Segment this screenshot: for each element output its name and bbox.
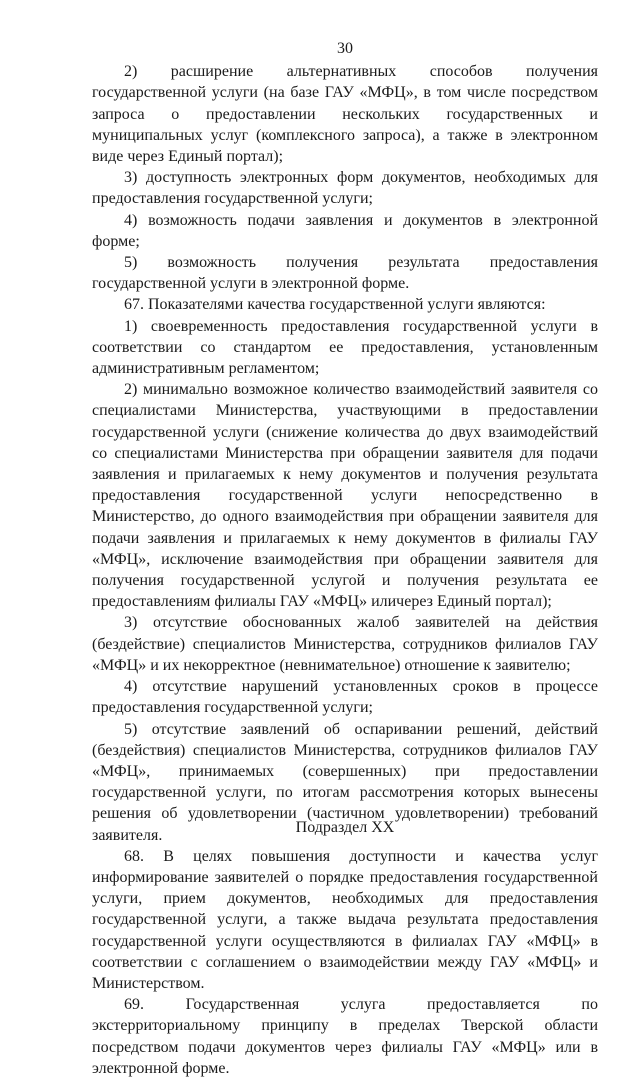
paragraph-item-2-alternative-methods: 2) расширение альтернативных способов получения государственной услуги (на базе ГАУ «МФЦ», в том числе посредством запроса о предоставлении нескольких государственных и муниципальных услуг (комплексного запроса), а также в электронном виде через Единый портал);	[92, 63, 598, 166]
paragraph-69: 69. Государственная услуга предоставляется по экстерриториальному принципу в пределах Тверской области посредством подачи документов через филиалы ГАУ «МФЦ» или в электронной форме.	[92, 996, 598, 1077]
paragraph-67-item-3: 3) отсутствие обоснованных жалоб заявителей на действия (бездействие) специалистов Министерства, сотрудников филиалов ГАУ «МФЦ» и их некорректное (невнимательное) отношение к заявителю;	[92, 614, 598, 674]
subsection-title: Подраздел XX	[295, 819, 395, 836]
paragraph-67-item-5: 5) отсутствие заявлений об оспаривании решений, действий (бездействия) специалистов Министерства, сотрудников филиалов ГАУ «МФЦ», принимаемых (совершенных) при предоставлении государственной услуги, по итогам рассмотрения которых вынесены решения об удовлетворении (частичном удовлетворении) требований заявителя.	[92, 720, 598, 844]
paragraph-item-5-electronic-result: 5) возможность получения результата предоставления государственной услуги в электронной форме.	[92, 254, 598, 293]
paragraph-item-4-electronic-submission: 4) возможность подачи заявления и документов в электронной форме;	[92, 211, 598, 250]
page-number: 30	[337, 40, 353, 57]
paragraph-67-item-1: 1) своевременность предоставления государственной услуги в соответствии со стандартом ее предоставления, установленным административным регламентом;	[92, 317, 598, 378]
paragraph-item-3-electronic-forms: 3) доступность электронных форм документов, необходимых для предоставления государственной услуги;	[92, 169, 598, 208]
paragraph-67-item-4: 4) отсутствие нарушений установленных сроков в процессе предоставления государственной услуги;	[92, 678, 598, 717]
document-page	[92, 38, 598, 1079]
paragraph-67-quality-indicators: 67. Показателями качества государственной услуги являются:	[124, 296, 546, 314]
paragraph-67-item-2: 2) минимально возможное количество взаимодействий заявителя со специалистами Министерства, участвующими в предоставлении государственной услуги (снижение количества до двух взаимодействий со специалистами Министерства при обращении заявителя для подачи заявления и прилагаемых к нему документов и получения результата предоставления государственной услуги непосредственно в Министерство, до одного взаимодействия при обращении заявителя для подачи заявления и прилагаемых к нему документов в филиалы ГАУ «МФЦ», исключение взаимодействия при обращении заявителя для получения государственной услугой и получения результата ее предоставлениям филиалы ГАУ «МФЦ» иличерез Единый портал);	[92, 381, 598, 611]
paragraph-68: 68. В целях повышения доступности и качества услуг информирование заявителей о порядке предоставления государственной услуги, прием документов, необходимых для предоставления государственной услуги, а также выдача результата предоставления государственной услуги осуществляются в филиалах ГАУ «МФЦ» в соответствии с соглашением о взаимодействии между ГАУ «МФЦ» и Министерством.	[92, 847, 598, 992]
